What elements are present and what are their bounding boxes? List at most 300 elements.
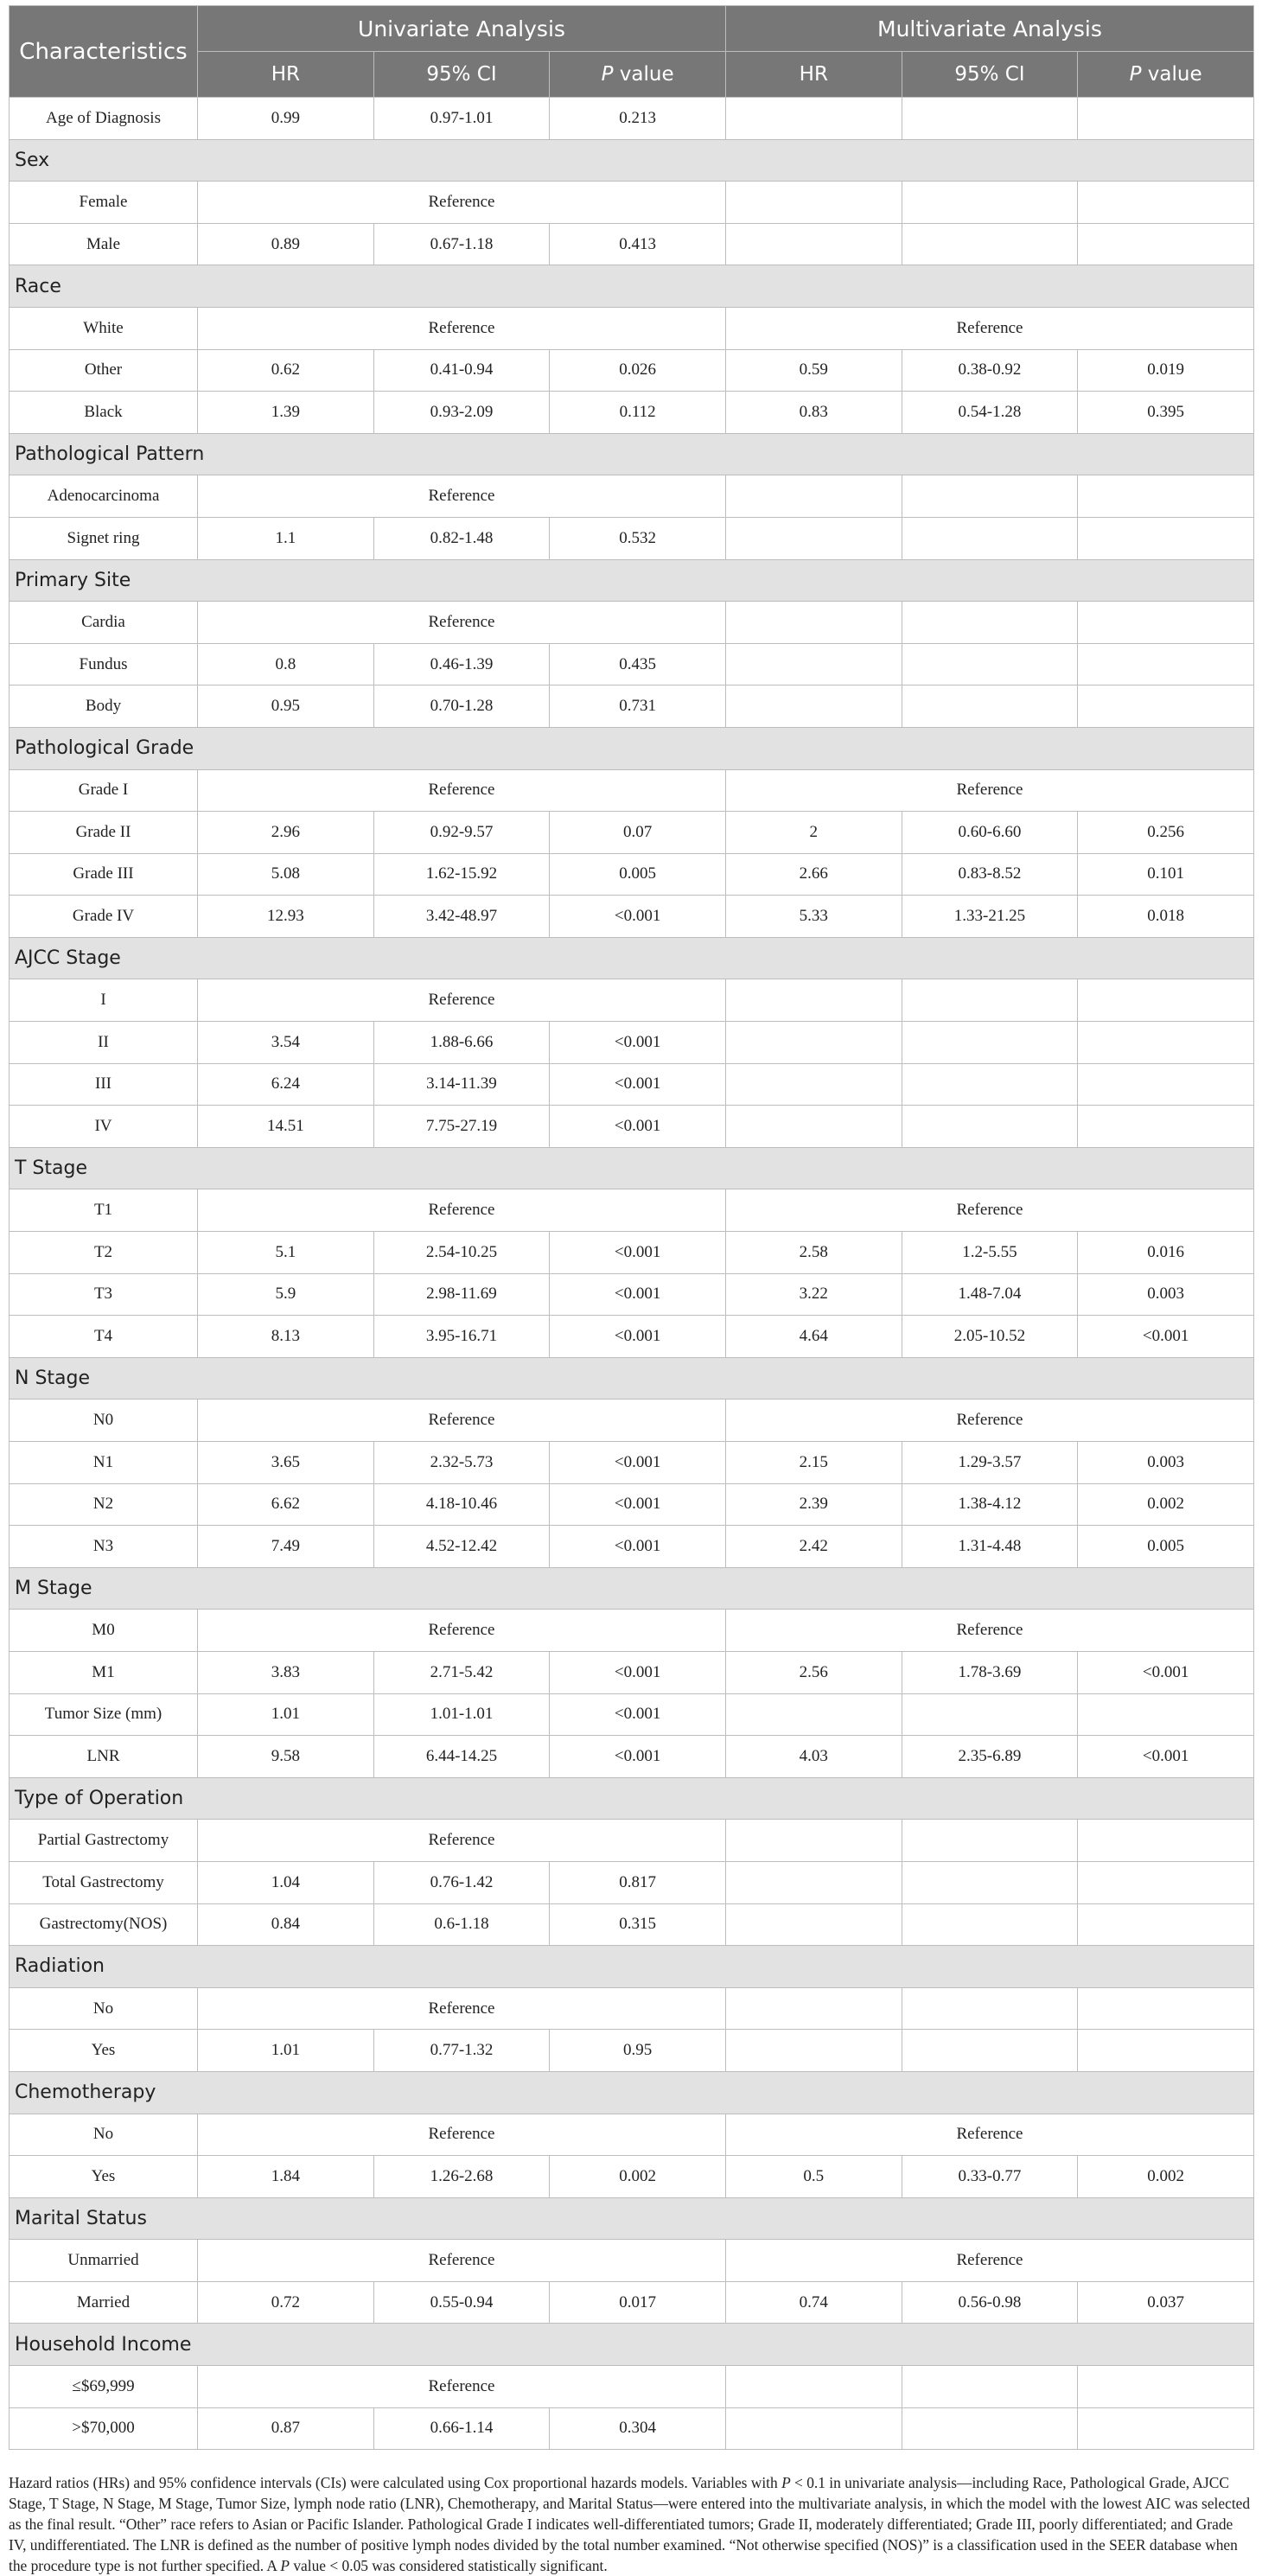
row-label: Fundus bbox=[10, 643, 198, 685]
univariate-hr: 6.62 bbox=[198, 1483, 374, 1526]
table-row bbox=[10, 685, 1254, 728]
multivariate-hr bbox=[725, 475, 902, 518]
univariate-reference: Reference bbox=[198, 1400, 726, 1442]
row-label: N3 bbox=[10, 1526, 198, 1568]
univariate-p: 0.731 bbox=[550, 685, 726, 728]
multivariate-hr: 4.03 bbox=[725, 1736, 902, 1778]
univariate-p: 0.817 bbox=[550, 1861, 726, 1903]
univariate-hr: 1.84 bbox=[198, 2156, 374, 2198]
row-label: Gastrectomy(NOS) bbox=[10, 1903, 198, 1946]
multivariate-hr bbox=[725, 182, 902, 224]
univariate-p: <0.001 bbox=[550, 1316, 726, 1358]
multivariate-p: <0.001 bbox=[1078, 1316, 1254, 1358]
multivariate-ci bbox=[902, 2407, 1078, 2450]
row-label: Unmarried bbox=[10, 2240, 198, 2282]
section-label: Sex bbox=[10, 139, 1254, 182]
univariate-reference: Reference bbox=[198, 2240, 726, 2282]
univariate-p: 0.002 bbox=[550, 2156, 726, 2198]
multivariate-p bbox=[1078, 98, 1254, 140]
univariate-ci: 2.32-5.73 bbox=[373, 1442, 550, 1484]
univariate-p: <0.001 bbox=[550, 1483, 726, 1526]
multivariate-ci: 1.2-5.55 bbox=[902, 1232, 1078, 1274]
multivariate-p bbox=[1078, 1861, 1254, 1903]
multivariate-p bbox=[1078, 2366, 1254, 2408]
multivariate-p: <0.001 bbox=[1078, 1651, 1254, 1693]
table-row bbox=[10, 1232, 1254, 1274]
row-label: No bbox=[10, 1987, 198, 2030]
section-label: Chemotherapy bbox=[10, 2071, 1254, 2114]
multivariate-ci bbox=[902, 643, 1078, 685]
multivariate-hr: 0.5 bbox=[725, 2156, 902, 2198]
multivariate-hr bbox=[725, 602, 902, 644]
section-label: N Stage bbox=[10, 1357, 1254, 1400]
row-label: Grade III bbox=[10, 853, 198, 896]
multivariate-ci: 1.29-3.57 bbox=[902, 1442, 1078, 1484]
multivariate-hr bbox=[725, 1861, 902, 1903]
univariate-hr: 14.51 bbox=[198, 1106, 374, 1148]
multivariate-ci bbox=[902, 517, 1078, 559]
multivariate-reference: Reference bbox=[725, 769, 1253, 812]
univariate-ci: 0.66-1.14 bbox=[373, 2407, 550, 2450]
multivariate-p bbox=[1078, 475, 1254, 518]
univariate-p: <0.001 bbox=[550, 896, 726, 938]
univariate-hr: 1.01 bbox=[198, 2030, 374, 2072]
multivariate-reference: Reference bbox=[725, 2114, 1253, 2156]
table-row bbox=[10, 643, 1254, 685]
multivariate-p bbox=[1078, 182, 1254, 224]
univariate-ci: 7.75-27.19 bbox=[373, 1106, 550, 1148]
multivariate-reference: Reference bbox=[725, 2240, 1253, 2282]
multivariate-ci-header: 95% CI bbox=[902, 52, 1078, 98]
multivariate-p: 0.005 bbox=[1078, 1526, 1254, 1568]
univariate-reference: Reference bbox=[198, 979, 726, 1022]
row-label: Signet ring bbox=[10, 517, 198, 559]
table-row bbox=[10, 1063, 1254, 1106]
multivariate-hr: 2.58 bbox=[725, 1232, 902, 1274]
multivariate-p: 0.002 bbox=[1078, 2156, 1254, 2198]
table-row bbox=[10, 1693, 1254, 1736]
univariate-reference: Reference bbox=[198, 602, 726, 644]
table-row bbox=[10, 1987, 1254, 2030]
univariate-hr: 3.65 bbox=[198, 1442, 374, 1484]
univariate-ci: 4.52-12.42 bbox=[373, 1526, 550, 1568]
multivariate-ci bbox=[902, 1693, 1078, 1736]
univariate-p: 0.532 bbox=[550, 517, 726, 559]
multivariate-hr: 0.83 bbox=[725, 392, 902, 434]
table-row bbox=[10, 1316, 1254, 1358]
univariate-p: <0.001 bbox=[550, 1273, 726, 1316]
univariate-p: <0.001 bbox=[550, 1736, 726, 1778]
univariate-hr: 2.96 bbox=[198, 812, 374, 854]
multivariate-p bbox=[1078, 1903, 1254, 1946]
row-label: Adenocarcinoma bbox=[10, 475, 198, 518]
section-label: Pathological Grade bbox=[10, 727, 1254, 769]
multivariate-hr: 2.15 bbox=[725, 1442, 902, 1484]
footnote-text: value < 0.05 was considered statistically significant. bbox=[290, 2557, 608, 2574]
multivariate-hr bbox=[725, 1063, 902, 1106]
univariate-p: <0.001 bbox=[550, 1232, 726, 1274]
univariate-p: 0.95 bbox=[550, 2030, 726, 2072]
row-label: T2 bbox=[10, 1232, 198, 1274]
univariate-ci: 4.18-10.46 bbox=[373, 1483, 550, 1526]
univariate-p-header bbox=[550, 52, 726, 98]
results-table-container bbox=[9, 5, 1253, 2450]
univariate-hr: 7.49 bbox=[198, 1526, 374, 1568]
row-label: ≤$69,999 bbox=[10, 2366, 198, 2408]
table-row bbox=[10, 769, 1254, 812]
row-label: Age of Diagnosis bbox=[10, 98, 198, 140]
row-label: N0 bbox=[10, 1400, 198, 1442]
multivariate-hr bbox=[725, 2030, 902, 2072]
multivariate-p bbox=[1078, 223, 1254, 265]
univariate-p: <0.001 bbox=[550, 1693, 726, 1736]
univariate-ci: 1.26-2.68 bbox=[373, 2156, 550, 2198]
section-label: M Stage bbox=[10, 1567, 1254, 1610]
multivariate-hr: 2.56 bbox=[725, 1651, 902, 1693]
row-label: LNR bbox=[10, 1736, 198, 1778]
row-label: M1 bbox=[10, 1651, 198, 1693]
multivariate-reference: Reference bbox=[725, 1400, 1253, 1442]
univariate-hr: 3.54 bbox=[198, 1022, 374, 1064]
table-row bbox=[10, 349, 1254, 392]
multivariate-ci bbox=[902, 98, 1078, 140]
row-label: Yes bbox=[10, 2156, 198, 2198]
section-row bbox=[10, 265, 1254, 308]
table-row bbox=[10, 812, 1254, 854]
multivariate-hr: 3.22 bbox=[725, 1273, 902, 1316]
multivariate-hr: 4.64 bbox=[725, 1316, 902, 1358]
multivariate-hr-header: HR bbox=[725, 52, 902, 98]
footnote-italic-p: P bbox=[781, 2474, 791, 2491]
table-row bbox=[10, 602, 1254, 644]
univariate-reference: Reference bbox=[198, 182, 726, 224]
multivariate-ci bbox=[902, 1106, 1078, 1148]
table-row bbox=[10, 1400, 1254, 1442]
univariate-p: 0.413 bbox=[550, 223, 726, 265]
univariate-hr: 0.89 bbox=[198, 223, 374, 265]
multivariate-ci bbox=[902, 1820, 1078, 1862]
univariate-hr: 1.39 bbox=[198, 392, 374, 434]
row-label: Black bbox=[10, 392, 198, 434]
table-row bbox=[10, 1736, 1254, 1778]
cox-regression-table bbox=[9, 5, 1254, 2450]
multivariate-p bbox=[1078, 979, 1254, 1022]
table-row bbox=[10, 1483, 1254, 1526]
multivariate-p bbox=[1078, 1063, 1254, 1106]
table-row bbox=[10, 2114, 1254, 2156]
multivariate-ci: 1.31-4.48 bbox=[902, 1526, 1078, 1568]
multivariate-ci bbox=[902, 2366, 1078, 2408]
univariate-p: <0.001 bbox=[550, 1442, 726, 1484]
section-row bbox=[10, 2324, 1254, 2366]
row-label: Partial Gastrectomy bbox=[10, 1820, 198, 1862]
table-row bbox=[10, 1651, 1254, 1693]
table-row bbox=[10, 2156, 1254, 2198]
multivariate-ci: 2.05-10.52 bbox=[902, 1316, 1078, 1358]
multivariate-p bbox=[1078, 1106, 1254, 1148]
univariate-ci: 2.54-10.25 bbox=[373, 1232, 550, 1274]
multivariate-hr: 0.74 bbox=[725, 2281, 902, 2324]
multivariate-p: 0.101 bbox=[1078, 853, 1254, 896]
table-row bbox=[10, 1903, 1254, 1946]
row-label: Other bbox=[10, 349, 198, 392]
row-label: T4 bbox=[10, 1316, 198, 1358]
section-label: Radiation bbox=[10, 1946, 1254, 1988]
univariate-hr: 5.08 bbox=[198, 853, 374, 896]
multivariate-ci bbox=[902, 1022, 1078, 1064]
multivariate-reference: Reference bbox=[725, 1610, 1253, 1652]
univariate-hr: 3.83 bbox=[198, 1651, 374, 1693]
table-row bbox=[10, 2281, 1254, 2324]
section-row bbox=[10, 1357, 1254, 1400]
table-row bbox=[10, 1861, 1254, 1903]
multivariate-reference: Reference bbox=[725, 1189, 1253, 1232]
univariate-hr: 5.9 bbox=[198, 1273, 374, 1316]
univariate-ci: 0.46-1.39 bbox=[373, 643, 550, 685]
multivariate-p: 0.003 bbox=[1078, 1273, 1254, 1316]
row-label: Grade IV bbox=[10, 896, 198, 938]
univariate-hr: 8.13 bbox=[198, 1316, 374, 1358]
multivariate-ci: 1.33-21.25 bbox=[902, 896, 1078, 938]
univariate-p: 0.435 bbox=[550, 643, 726, 685]
multivariate-hr bbox=[725, 1106, 902, 1148]
multivariate-hr: 5.33 bbox=[725, 896, 902, 938]
univariate-hr: 0.62 bbox=[198, 349, 374, 392]
multivariate-p-header bbox=[1078, 52, 1254, 98]
multivariate-hr bbox=[725, 2366, 902, 2408]
table-row bbox=[10, 1442, 1254, 1484]
table-row bbox=[10, 1273, 1254, 1316]
table-header bbox=[10, 6, 1254, 98]
univariate-ci: 0.41-0.94 bbox=[373, 349, 550, 392]
multivariate-p bbox=[1078, 2030, 1254, 2072]
row-label: Yes bbox=[10, 2030, 198, 2072]
table-row bbox=[10, 475, 1254, 518]
table-row bbox=[10, 98, 1254, 140]
multivariate-ci: 0.54-1.28 bbox=[902, 392, 1078, 434]
section-row bbox=[10, 433, 1254, 475]
univariate-hr: 5.1 bbox=[198, 1232, 374, 1274]
section-row bbox=[10, 727, 1254, 769]
table-row bbox=[10, 1189, 1254, 1232]
univariate-p: 0.112 bbox=[550, 392, 726, 434]
univariate-ci: 0.77-1.32 bbox=[373, 2030, 550, 2072]
multivariate-ci: 1.48-7.04 bbox=[902, 1273, 1078, 1316]
section-row bbox=[10, 1777, 1254, 1820]
table-footnote bbox=[9, 2472, 1253, 2576]
multivariate-ci bbox=[902, 182, 1078, 224]
univariate-p: <0.001 bbox=[550, 1063, 726, 1106]
univariate-hr: 0.84 bbox=[198, 1903, 374, 1946]
table-row bbox=[10, 2240, 1254, 2282]
row-label: Tumor Size (mm) bbox=[10, 1693, 198, 1736]
row-label: M0 bbox=[10, 1610, 198, 1652]
table-row bbox=[10, 1820, 1254, 1862]
table-row bbox=[10, 2366, 1254, 2408]
univariate-hr: 0.8 bbox=[198, 643, 374, 685]
table-row bbox=[10, 517, 1254, 559]
multivariate-p bbox=[1078, 685, 1254, 728]
univariate-p: 0.315 bbox=[550, 1903, 726, 1946]
multivariate-hr bbox=[725, 643, 902, 685]
univariate-hr: 1.01 bbox=[198, 1693, 374, 1736]
univariate-reference: Reference bbox=[198, 1610, 726, 1652]
table-row bbox=[10, 223, 1254, 265]
univariate-ci: 0.6-1.18 bbox=[373, 1903, 550, 1946]
p-rest: value bbox=[1141, 63, 1202, 86]
multivariate-ci bbox=[902, 685, 1078, 728]
multivariate-p: 0.003 bbox=[1078, 1442, 1254, 1484]
multivariate-p bbox=[1078, 643, 1254, 685]
multivariate-ci: 1.38-4.12 bbox=[902, 1483, 1078, 1526]
multivariate-p: <0.001 bbox=[1078, 1736, 1254, 1778]
row-label: White bbox=[10, 307, 198, 349]
row-label: I bbox=[10, 979, 198, 1022]
univariate-reference: Reference bbox=[198, 1987, 726, 2030]
table-row bbox=[10, 307, 1254, 349]
multivariate-ci bbox=[902, 1063, 1078, 1106]
row-label: Grade II bbox=[10, 812, 198, 854]
table-row bbox=[10, 392, 1254, 434]
univariate-ci: 1.62-15.92 bbox=[373, 853, 550, 896]
section-label: Household Income bbox=[10, 2324, 1254, 2366]
multivariate-hr bbox=[725, 223, 902, 265]
multivariate-hr: 2.39 bbox=[725, 1483, 902, 1526]
multivariate-hr bbox=[725, 98, 902, 140]
univariate-hr: 9.58 bbox=[198, 1736, 374, 1778]
section-label: T Stage bbox=[10, 1147, 1254, 1189]
row-label: N1 bbox=[10, 1442, 198, 1484]
univariate-p: 0.304 bbox=[550, 2407, 726, 2450]
univariate-reference: Reference bbox=[198, 307, 726, 349]
multivariate-hr bbox=[725, 1022, 902, 1064]
multivariate-hr bbox=[725, 1987, 902, 2030]
row-label: Male bbox=[10, 223, 198, 265]
univariate-p: 0.017 bbox=[550, 2281, 726, 2324]
section-row bbox=[10, 559, 1254, 602]
table-row bbox=[10, 1022, 1254, 1064]
multivariate-hr: 2.66 bbox=[725, 853, 902, 896]
univariate-ci: 3.42-48.97 bbox=[373, 896, 550, 938]
univariate-p: 0.026 bbox=[550, 349, 726, 392]
univariate-reference: Reference bbox=[198, 769, 726, 812]
section-label: AJCC Stage bbox=[10, 937, 1254, 979]
section-row bbox=[10, 1567, 1254, 1610]
univariate-ci: 1.01-1.01 bbox=[373, 1693, 550, 1736]
univariate-ci: 3.14-11.39 bbox=[373, 1063, 550, 1106]
section-row bbox=[10, 2197, 1254, 2240]
row-label: Female bbox=[10, 182, 198, 224]
multivariate-p bbox=[1078, 1987, 1254, 2030]
multivariate-p: 0.256 bbox=[1078, 812, 1254, 854]
univariate-ci: 1.88-6.66 bbox=[373, 1022, 550, 1064]
table-row bbox=[10, 853, 1254, 896]
multivariate-ci: 0.56-0.98 bbox=[902, 2281, 1078, 2324]
multivariate-p bbox=[1078, 1022, 1254, 1064]
multivariate-hr bbox=[725, 2407, 902, 2450]
section-row bbox=[10, 937, 1254, 979]
multivariate-ci bbox=[902, 475, 1078, 518]
table-row bbox=[10, 896, 1254, 938]
section-row bbox=[10, 2071, 1254, 2114]
multivariate-p bbox=[1078, 602, 1254, 644]
univariate-header: Univariate Analysis bbox=[198, 6, 726, 52]
multivariate-ci bbox=[902, 1861, 1078, 1903]
multivariate-ci: 0.60-6.60 bbox=[902, 812, 1078, 854]
section-row bbox=[10, 139, 1254, 182]
table-row bbox=[10, 182, 1254, 224]
row-label: N2 bbox=[10, 1483, 198, 1526]
section-label: Pathological Pattern bbox=[10, 433, 1254, 475]
univariate-ci: 0.55-0.94 bbox=[373, 2281, 550, 2324]
table-row bbox=[10, 1526, 1254, 1568]
multivariate-p: 0.019 bbox=[1078, 349, 1254, 392]
multivariate-ci: 1.78-3.69 bbox=[902, 1651, 1078, 1693]
row-label: Cardia bbox=[10, 602, 198, 644]
univariate-ci: 0.97-1.01 bbox=[373, 98, 550, 140]
section-label: Type of Operation bbox=[10, 1777, 1254, 1820]
univariate-ci: 2.98-11.69 bbox=[373, 1273, 550, 1316]
multivariate-p bbox=[1078, 2407, 1254, 2450]
multivariate-header: Multivariate Analysis bbox=[725, 6, 1253, 52]
univariate-ci: 0.82-1.48 bbox=[373, 517, 550, 559]
table-row bbox=[10, 1610, 1254, 1652]
multivariate-ci: 0.33-0.77 bbox=[902, 2156, 1078, 2198]
multivariate-p: 0.395 bbox=[1078, 392, 1254, 434]
univariate-hr: 12.93 bbox=[198, 896, 374, 938]
section-label: Primary Site bbox=[10, 559, 1254, 602]
multivariate-hr bbox=[725, 1693, 902, 1736]
footnote-text: < 0.1 in univariate analysis—including Race, Pathological Grade, AJCC Stage, T Stage, N Stage, M Stage, Tumor Size, lymph node ratio (LNR), Chemotherapy, and Marital Status—were entered into the multivariate analysis, in which the model with the lowest AIC was selected as the final result. “Other” race refers to Asian or Pacific Islander. Pathological Grade I indicates well-differentiated tumors; Grade II, moderately differentiated; Grade III, poorly differentiated; and Grade IV, undifferentiated. The LNR is defined as the number of positive lymph nodes divided by the total number examined. “Not otherwise specified (NOS)” is a classification used in the SEER database when the procedure type is not further specified. A bbox=[9, 2474, 1251, 2574]
univariate-ci: 6.44-14.25 bbox=[373, 1736, 550, 1778]
univariate-p: <0.001 bbox=[550, 1022, 726, 1064]
univariate-hr: 0.72 bbox=[198, 2281, 374, 2324]
row-label: Married bbox=[10, 2281, 198, 2324]
row-label: Grade I bbox=[10, 769, 198, 812]
multivariate-ci bbox=[902, 979, 1078, 1022]
univariate-hr: 1.04 bbox=[198, 1861, 374, 1903]
multivariate-p: 0.037 bbox=[1078, 2281, 1254, 2324]
multivariate-ci bbox=[902, 602, 1078, 644]
multivariate-ci bbox=[902, 1903, 1078, 1946]
table-row bbox=[10, 979, 1254, 1022]
univariate-ci: 0.70-1.28 bbox=[373, 685, 550, 728]
univariate-reference: Reference bbox=[198, 2114, 726, 2156]
univariate-ci-header: 95% CI bbox=[373, 52, 550, 98]
row-label: >$70,000 bbox=[10, 2407, 198, 2450]
multivariate-p: 0.018 bbox=[1078, 896, 1254, 938]
footnote-italic-p: P bbox=[280, 2557, 290, 2574]
p-italic: P bbox=[601, 63, 614, 86]
multivariate-hr: 0.59 bbox=[725, 349, 902, 392]
multivariate-hr bbox=[725, 1820, 902, 1862]
univariate-hr: 6.24 bbox=[198, 1063, 374, 1106]
section-label: Marital Status bbox=[10, 2197, 1254, 2240]
univariate-reference: Reference bbox=[198, 475, 726, 518]
univariate-hr: 1.1 bbox=[198, 517, 374, 559]
univariate-reference: Reference bbox=[198, 1820, 726, 1862]
univariate-hr: 0.87 bbox=[198, 2407, 374, 2450]
multivariate-hr bbox=[725, 1903, 902, 1946]
multivariate-ci: 0.83-8.52 bbox=[902, 853, 1078, 896]
univariate-reference: Reference bbox=[198, 1189, 726, 1232]
footnote-text: Hazard ratios (HRs) and 95% confidence intervals (CIs) were calculated using Cox proportional hazards models. Variables with bbox=[9, 2474, 782, 2491]
multivariate-hr bbox=[725, 685, 902, 728]
p-italic: P bbox=[1129, 63, 1142, 86]
row-label: T3 bbox=[10, 1273, 198, 1316]
multivariate-hr bbox=[725, 979, 902, 1022]
row-label: No bbox=[10, 2114, 198, 2156]
